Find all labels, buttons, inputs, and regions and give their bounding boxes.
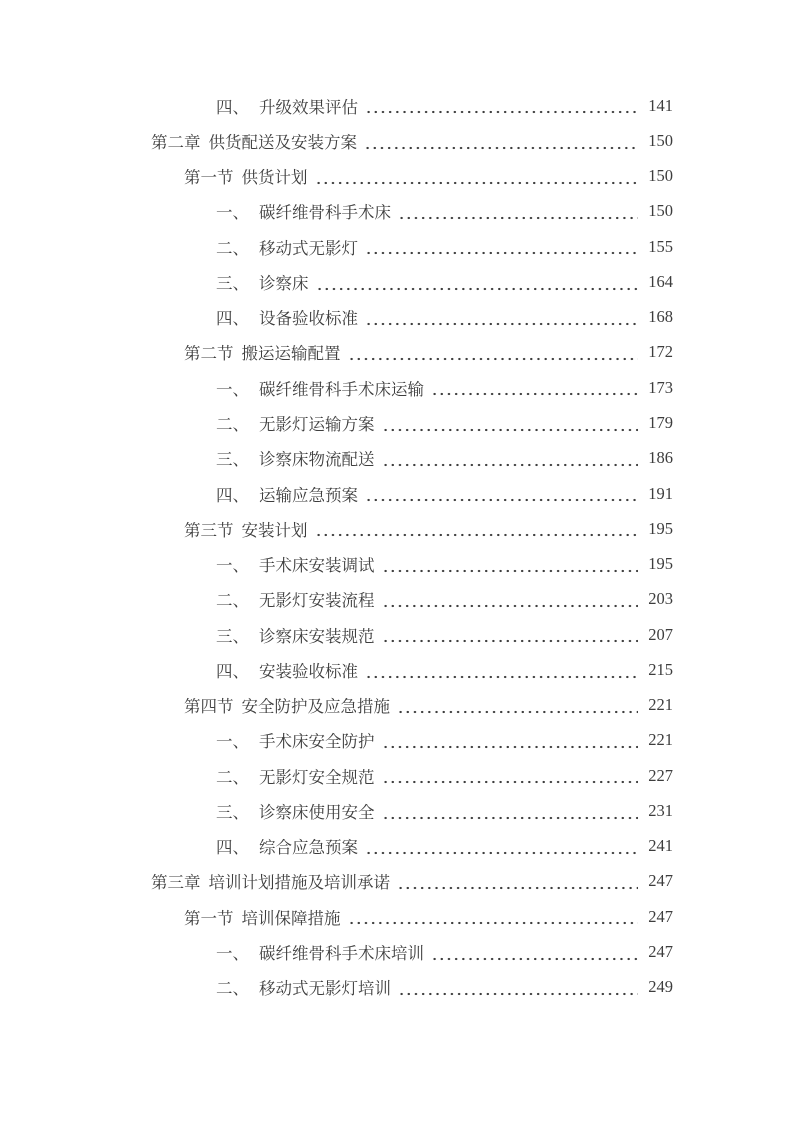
entry-title: 碳纤维骨科手术床 <box>259 203 391 223</box>
entry-number-label: 四、 <box>216 485 249 505</box>
entry-number-label: 一、 <box>216 732 249 752</box>
dot-leader <box>316 264 639 299</box>
entry-number-label: 三、 <box>216 450 249 470</box>
toc-entry[interactable] <box>0 511 793 546</box>
dot-leader <box>382 723 639 758</box>
entry-page-number: 173 <box>648 377 673 397</box>
dot-leader <box>397 864 638 899</box>
dot-leader <box>398 970 638 1005</box>
entry-number-label: 四、 <box>216 661 249 681</box>
toc-entry[interactable] <box>0 934 793 969</box>
entry-page-number: 141 <box>648 95 673 115</box>
toc-entry[interactable] <box>0 864 793 899</box>
entry-title: 安装验收标准 <box>259 661 358 681</box>
toc-entry[interactable] <box>0 159 793 194</box>
dot-leader <box>348 899 639 934</box>
entry-number-label: 三、 <box>216 626 249 646</box>
toc-entry[interactable] <box>0 688 793 723</box>
toc-entry[interactable] <box>0 899 793 934</box>
toc-entry[interactable] <box>0 194 793 229</box>
toc-entry[interactable] <box>0 88 793 123</box>
entry-page-number: 221 <box>648 695 673 715</box>
toc-entry[interactable] <box>0 476 793 511</box>
entry-title: 培训计划措施及培训承诺 <box>208 873 390 893</box>
entry-page-number: 215 <box>648 659 673 679</box>
entry-title: 设备验收标准 <box>259 309 358 329</box>
toc-entry[interactable] <box>0 264 793 299</box>
entry-title: 安全防护及应急措施 <box>241 697 390 717</box>
entry-title: 运输应急预案 <box>259 485 358 505</box>
entry-title: 无影灯安全规范 <box>259 767 375 787</box>
entry-title: 供货配送及安装方案 <box>208 132 357 152</box>
entry-number-label: 一、 <box>216 556 249 576</box>
toc-entry[interactable] <box>0 546 793 581</box>
entry-page-number: 191 <box>648 483 673 503</box>
dot-leader <box>365 88 638 123</box>
entry-page-number: 195 <box>648 554 673 574</box>
dot-leader <box>382 617 639 652</box>
entry-page-number: 150 <box>648 166 673 186</box>
entry-page-number: 221 <box>648 730 673 750</box>
toc-entry[interactable] <box>0 758 793 793</box>
dot-leader <box>382 582 639 617</box>
entry-number-label: 四、 <box>216 309 249 329</box>
dot-leader <box>382 441 639 476</box>
entry-page-number: 155 <box>648 236 673 256</box>
entry-number-label: 二、 <box>216 415 249 435</box>
toc-entry[interactable] <box>0 335 793 370</box>
toc-entry[interactable] <box>0 405 793 440</box>
entry-page-number: 195 <box>648 518 673 538</box>
entry-page-number: 186 <box>648 448 673 468</box>
entry-number-label: 第三章 <box>151 873 201 893</box>
entry-number-label: 一、 <box>216 944 249 963</box>
entry-page-number: 231 <box>648 800 673 820</box>
dot-leader <box>382 793 639 828</box>
toc-entry[interactable] <box>0 441 793 476</box>
entry-title: 供货计划 <box>241 168 308 188</box>
entry-title: 移动式无影灯 <box>259 238 358 258</box>
entry-number-label: 一、 <box>216 203 249 223</box>
entry-number-label: 一、 <box>216 379 249 399</box>
entry-number-label: 三、 <box>216 802 249 822</box>
entry-page-number: 227 <box>648 765 673 785</box>
entry-number-label: 二、 <box>216 238 249 258</box>
entry-number-label: 第二章 <box>151 132 201 152</box>
toc-entry[interactable] <box>0 829 793 864</box>
entry-title: 碳纤维骨科手术床培训 <box>259 944 424 963</box>
toc-entry[interactable] <box>0 793 793 828</box>
dot-leader <box>397 688 638 723</box>
dot-leader <box>382 405 639 440</box>
entry-number-label: 第二节 <box>184 344 234 364</box>
dot-leader <box>365 652 638 687</box>
entry-title: 碳纤维骨科手术床运输 <box>259 379 424 399</box>
entry-page-number: 247 <box>648 942 673 961</box>
entry-number-label: 第一节 <box>184 908 234 928</box>
entry-title: 搬运运输配置 <box>241 344 341 364</box>
entry-number-label: 第三节 <box>184 520 234 540</box>
entry-title: 手术床安全防护 <box>259 732 375 752</box>
entry-title: 无影灯安装流程 <box>259 591 375 611</box>
toc-entry[interactable] <box>0 300 793 335</box>
entry-title: 综合应急预案 <box>259 838 358 858</box>
dot-leader <box>365 476 638 511</box>
entry-number-label: 三、 <box>216 273 249 293</box>
dot-leader <box>315 159 639 194</box>
entry-title: 手术床安装调试 <box>259 556 375 576</box>
entry-title: 无影灯运输方案 <box>259 415 375 435</box>
table-of-contents <box>0 88 793 1005</box>
toc-entry[interactable] <box>0 229 793 264</box>
entry-number-label: 二、 <box>216 591 249 611</box>
entry-page-number: 203 <box>648 589 673 609</box>
entry-page-number: 168 <box>648 307 673 327</box>
dot-leader <box>348 335 639 370</box>
entry-page-number: 150 <box>648 201 673 221</box>
entry-title: 培训保障措施 <box>241 908 341 928</box>
dot-leader <box>364 123 638 158</box>
toc-entry[interactable] <box>0 970 793 1005</box>
entry-number-label: 二、 <box>216 767 249 787</box>
dot-leader <box>382 546 639 581</box>
dot-leader <box>365 229 638 264</box>
entry-title: 诊察床安装规范 <box>259 626 375 646</box>
entry-title: 诊察床使用安全 <box>259 802 375 822</box>
toc-entry[interactable] <box>0 123 793 158</box>
dot-leader <box>431 934 638 969</box>
entry-number-label: 二、 <box>216 979 249 999</box>
entry-page-number: 247 <box>648 906 673 926</box>
toc-entry[interactable] <box>0 652 793 687</box>
entry-title: 移动式无影灯培训 <box>259 979 391 999</box>
entry-title: 升级效果评估 <box>259 97 358 117</box>
entry-page-number: 241 <box>648 836 673 856</box>
entry-number-label: 四、 <box>216 838 249 858</box>
toc-entry[interactable] <box>0 723 793 758</box>
dot-leader <box>315 511 639 546</box>
toc-entry[interactable] <box>0 617 793 652</box>
dot-leader <box>398 194 638 229</box>
entry-page-number: 207 <box>648 624 673 644</box>
toc-entry[interactable] <box>0 370 793 405</box>
entry-title: 诊察床 <box>259 273 309 293</box>
entry-page-number: 150 <box>648 130 673 150</box>
entry-page-number: 172 <box>648 342 673 362</box>
dot-leader <box>431 370 638 405</box>
entry-title: 诊察床物流配送 <box>259 450 375 470</box>
entry-number-label: 第四节 <box>184 697 234 717</box>
entry-page-number: 164 <box>648 271 673 291</box>
entry-number-label: 四、 <box>216 97 249 117</box>
entry-page-number: 179 <box>648 413 673 433</box>
entry-page-number: 247 <box>648 871 673 891</box>
dot-leader <box>365 300 638 335</box>
dot-leader <box>365 829 638 864</box>
toc-entry[interactable] <box>0 582 793 617</box>
entry-title: 安装计划 <box>241 520 308 540</box>
entry-page-number: 249 <box>648 977 673 997</box>
entry-number-label: 第一节 <box>184 168 234 188</box>
dot-leader <box>382 758 639 793</box>
